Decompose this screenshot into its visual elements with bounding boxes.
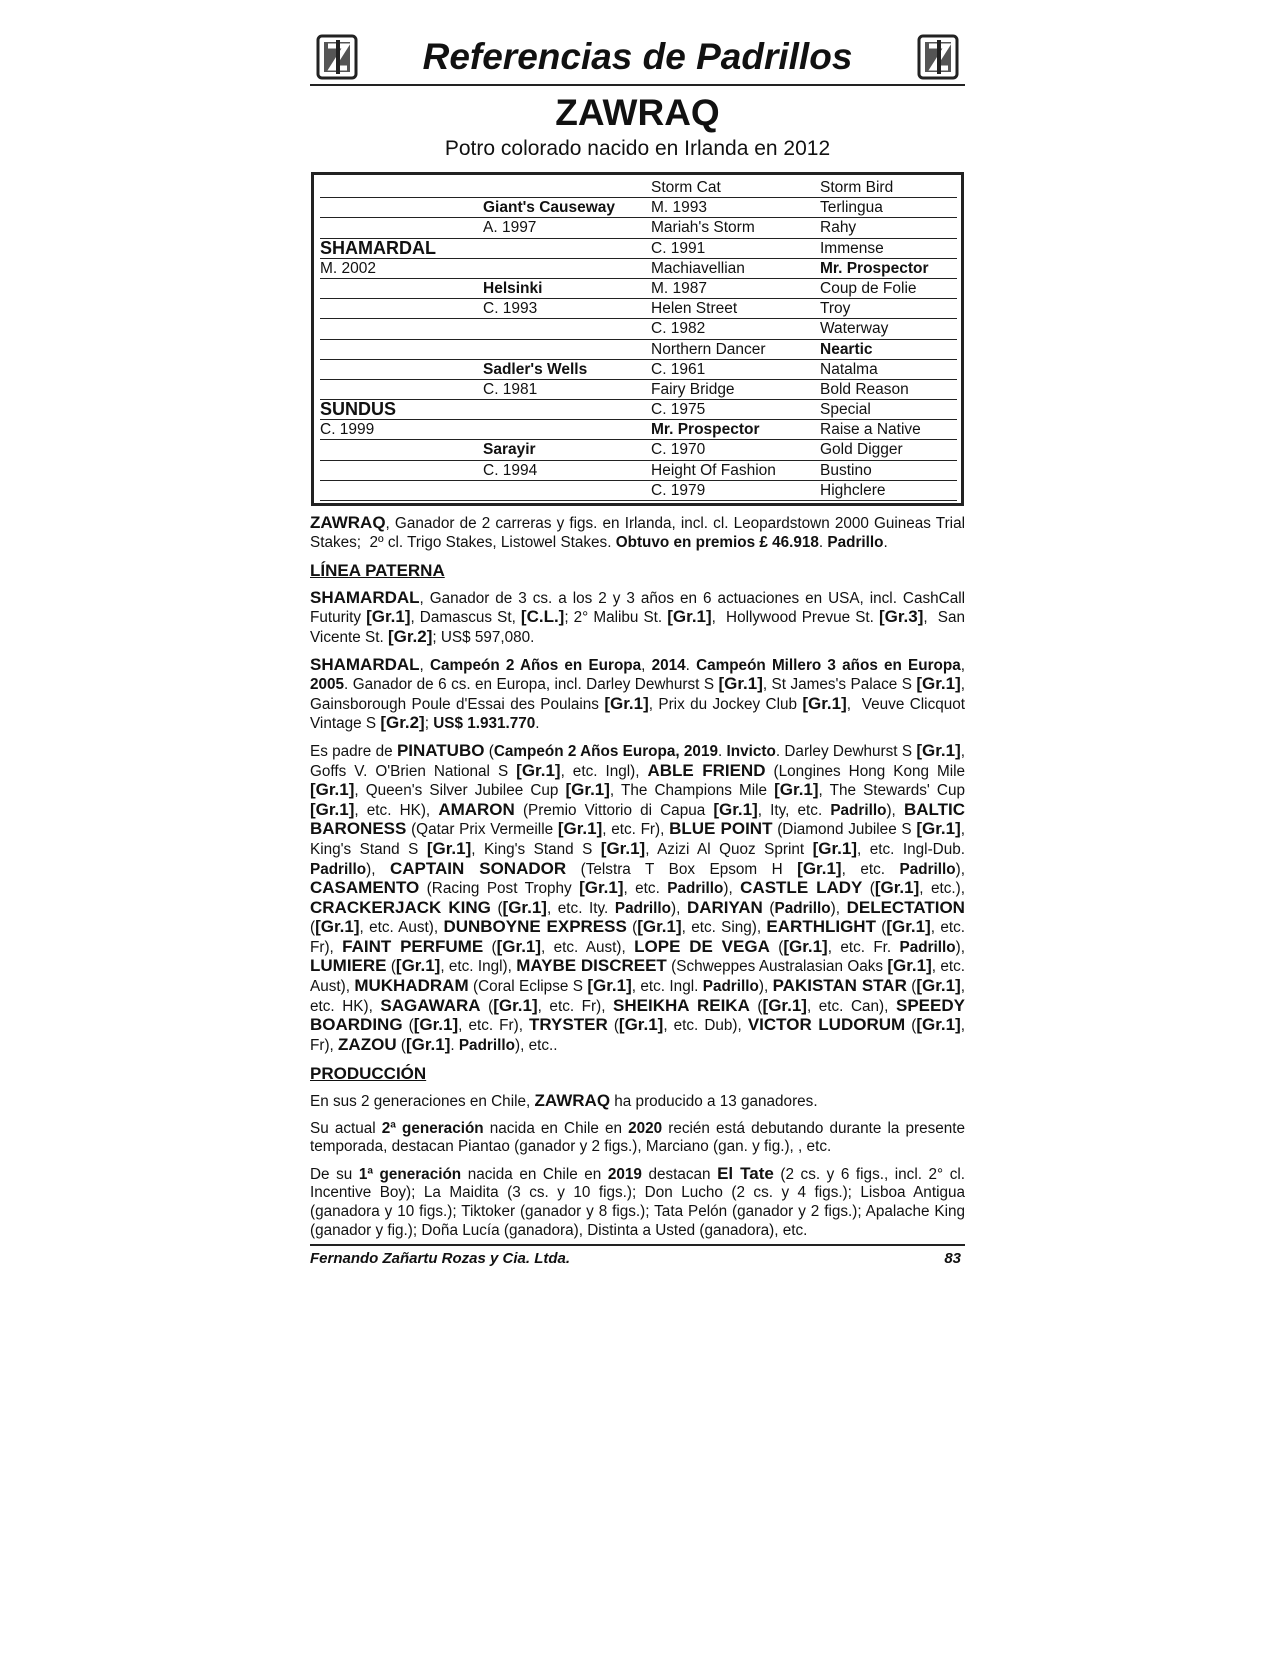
pedigree-cell-c3: C. 1979 xyxy=(651,481,706,499)
page-header xyxy=(310,30,965,86)
page xyxy=(310,30,966,1267)
pedigree-cell-c3: Mr. Prospector xyxy=(651,421,760,439)
pedigree-cell-c3: Fairy Bridge xyxy=(651,380,735,398)
section-heading-production: PRODUCCIÓN xyxy=(310,1064,427,1084)
paragraph: Su actual 2ª generación nacida en Chile en 2020 recién está debutando durante la presente temporada, destacan Piantao (ganador y 2 figs.), Marciano (gan. y fig.), , etc. xyxy=(310,1119,966,1156)
pedigree-cell-c4: Bustino xyxy=(820,461,872,479)
pedigree-row xyxy=(320,481,957,501)
pedigree-row xyxy=(320,178,957,198)
pedigree-row xyxy=(320,461,957,481)
pedigree-cell-c3: Northern Dancer xyxy=(651,340,766,358)
paragraph: SHAMARDAL, Campeón 2 Años en Europa, 2014. Campeón Millero 3 años en Europa, 2005. Ganador de 6 cs. en Europa, incl. Darley Dewhurst S [Gr.1], St James's Palace S [Gr.1], Gainsborough Poule d'Essai des Poulains [Gr.1], Prix du Jockey Club [Gr.1], Veuve Clicquot Vintage S [Gr.2]; US$ 1.931.770. xyxy=(310,654,965,733)
section-heading-paternal: LÍNEA PATERNA xyxy=(310,561,445,581)
pedigree-row xyxy=(320,299,957,319)
pedigree-cell-c3: C. 1975 xyxy=(651,401,706,419)
pedigree-cell-c4: Troy xyxy=(820,300,851,318)
pedigree-cell-c4: Rahy xyxy=(820,219,857,237)
pedigree-cell-c3: C. 1991 xyxy=(651,239,706,257)
page-footer xyxy=(310,1244,965,1267)
paragraph: En sus 2 generaciones en Chile, ZAWRAQ ha producido a 13 ganadores. xyxy=(310,1091,818,1111)
pedigree-cell-c2: Sarayir xyxy=(483,441,536,459)
pedigree-row xyxy=(320,279,957,299)
pedigree-cell-c2: Helsinki xyxy=(483,279,543,297)
pedigree-cell-c3: Helen Street xyxy=(651,300,738,318)
pedigree-cell-c2: C. 1993 xyxy=(483,300,538,318)
paragraph: De su 1ª generación nacida en Chile en 2019 destacan El Tate (2 cs. y 6 figs., incl. 2° cl. Incentive Boy); La Maidita (3 cs. y 10 figs.); Don Lucho (2 cs. y 4 figs.); Lisboa Antigua (ganadora y 10 figs.); Tiktoker (ganador y 8 figs.); Tata Pelón (ganador y 2 figs.); Apalache King (ganador y fig.); Doña Lucía (ganadora), Distinta a Usted (ganadora), etc. xyxy=(310,1163,965,1239)
pedigree-cell-c4: Raise a Native xyxy=(820,421,921,439)
pedigree-table xyxy=(311,172,964,506)
pedigree-cell-c1: SHAMARDAL xyxy=(320,237,436,258)
pedigree-row xyxy=(320,420,957,440)
pedigree-row xyxy=(320,440,957,460)
pedigree-cell-c3: M. 1993 xyxy=(651,199,708,217)
pedigree-cell-c2: C. 1994 xyxy=(483,461,538,479)
pedigree-cell-c4: Special xyxy=(820,401,871,419)
horse-name: ZAWRAQ xyxy=(555,92,720,133)
horse-summary: ZAWRAQ, Ganador de 2 carreras y figs. en Irlanda, incl. cl. Leopardstown 2000 Guineas Trial Stakes; 2º cl. Trigo Stakes, Listowel Stakes. Obtuvo en premios £ 46.918. Padrillo. xyxy=(310,513,965,551)
pedigree-cell-c3: C. 1970 xyxy=(651,441,706,459)
pedigree-cell-c1: M. 2002 xyxy=(320,259,377,277)
pedigree-cell-c3: Mariah's Storm xyxy=(651,219,755,237)
pedigree-row xyxy=(320,400,957,420)
page-header-title: Referencias de Padrillos xyxy=(422,36,853,77)
pedigree-row xyxy=(320,259,957,279)
pedigree-cell-c4: Neartic xyxy=(820,340,873,358)
pedigree-cell-c3: C. 1982 xyxy=(651,320,706,338)
pedigree-cell-c3: Height Of Fashion xyxy=(651,461,776,479)
pedigree-cell-c2: Sadler's Wells xyxy=(483,360,588,378)
pedigree-cell-c4: Highclere xyxy=(820,481,886,499)
pedigree-cell-c1: C. 1999 xyxy=(320,421,375,439)
pedigree-cell-c4: Storm Bird xyxy=(820,179,894,196)
pedigree-cell-c3: C. 1961 xyxy=(651,360,706,378)
page-number: 83 xyxy=(944,1250,961,1267)
paragraph: SHAMARDAL, Ganador de 3 cs. a los 2 y 3 años en 6 actuaciones en USA, incl. CashCall Futurity [Gr.1], Damascus St, [C.L.]; 2° Malibu St. [Gr.1], Hollywood Prevue St. [Gr.3], San Vicente St. [Gr.2]; US$ 597,080. xyxy=(310,587,966,646)
pedigree-cell-c4: Natalma xyxy=(820,360,878,378)
body-text xyxy=(310,514,965,1240)
pedigree-cell-c3: M. 1987 xyxy=(651,279,708,297)
footer-company: Fernando Zañartu Rozas y Cia. Ltda. xyxy=(310,1250,571,1267)
pedigree-cell-c4: Terlingua xyxy=(820,199,883,217)
pedigree-cell-c2: A. 1997 xyxy=(483,219,537,237)
pedigree-cell-c2: C. 1981 xyxy=(483,380,538,398)
pedigree-cell-c4: Immense xyxy=(820,239,884,257)
pedigree-cell-c1: SUNDUS xyxy=(320,399,397,420)
pedigree-cell-c3: Machiavellian xyxy=(651,259,745,277)
horse-subtitle: Potro colorado nacido en Irlanda en 2012 xyxy=(444,137,831,160)
pedigree-cell-c4: Gold Digger xyxy=(820,441,903,459)
pedigree-row xyxy=(320,340,957,360)
pedigree-row xyxy=(320,380,957,400)
pedigree-row xyxy=(320,239,957,259)
pedigree-row xyxy=(320,198,957,218)
pedigree-cell-c4: Mr. Prospector xyxy=(820,259,929,277)
pedigree-cell-c4: Waterway xyxy=(820,320,889,338)
pedigree-cell-c3: Storm Cat xyxy=(651,179,721,196)
pedigree-row xyxy=(320,319,957,339)
paragraph: Es padre de PINATUBO (Campeón 2 Años Europa, 2019. Invicto. Darley Dewhurst S [Gr.1], Goffs V. O'Brien National S [Gr.1], etc. Ingl), ABLE FRIEND (Longines Hong Kong Mile [Gr.1], Queen's Silver Jubilee Cup [Gr.1], The Champions Mile [Gr.1], The Stewards' Cup [Gr.1], etc. HK), AMARON (Premio Vittorio di Capua [Gr.1], Ity, etc. Padrillo), BALTIC BARONESS (Qatar Prix Vermeille [Gr.1], etc. Fr), BLUE POINT (Diamond Jubilee S [Gr.1], King's Stand S [Gr.1], King's Stand S [Gr.1], Azizi Al Quoz Sprint [Gr.1], etc. Ingl-Dub. Padrillo), CAPTAIN SONADOR (Telstra T Box Epsom H [Gr.1], etc. Padrillo), CASAMENTO (Racing Post Trophy [Gr.1], etc. Padrillo), CASTLE LADY ([Gr.1], etc.), CRACKERJACK KING ([Gr.1], etc. Ity. Padrillo), DARIYAN (Padrillo), DELECTATION ([Gr.1], etc. Aust), DUNBOYNE EXPRESS ([Gr.1], etc. Sing), EARTHLIGHT ([Gr.1], etc. Fr), FAINT PERFUME ([Gr.1], etc. Aust), LOPE DE VEGA ([Gr.1], etc. Fr. Padrillo), LUMIERE ([Gr.1], etc. Ingl), MAYBE DISCREET (Schweppes Australasian Oaks [Gr.1], etc. Aust), MUKHADRAM (Coral Eclipse S [Gr.1], etc. Ingl. Padrillo), PAKISTAN STAR ([Gr.1], etc. HK), SAGAWARA ([Gr.1], etc. Fr), SHEIKHA REIKA ([Gr.1], etc. Can), SPEEDY BOARDING ([Gr.1], etc. Fr), TRYSTER ([Gr.1], etc. Dub), VICTOR LUDORUM ([Gr.1], Fr), ZAZOU ([Gr.1]. Padrillo), etc.. xyxy=(310,740,966,1054)
pedigree-row xyxy=(320,360,957,380)
pedigree-row xyxy=(320,218,957,238)
z-shield-logo-icon xyxy=(915,34,961,80)
pedigree-cell-c4: Coup de Folie xyxy=(820,279,917,297)
pedigree-cell-c2: Giant's Causeway xyxy=(483,199,616,217)
pedigree-cell-c4: Bold Reason xyxy=(820,380,909,398)
